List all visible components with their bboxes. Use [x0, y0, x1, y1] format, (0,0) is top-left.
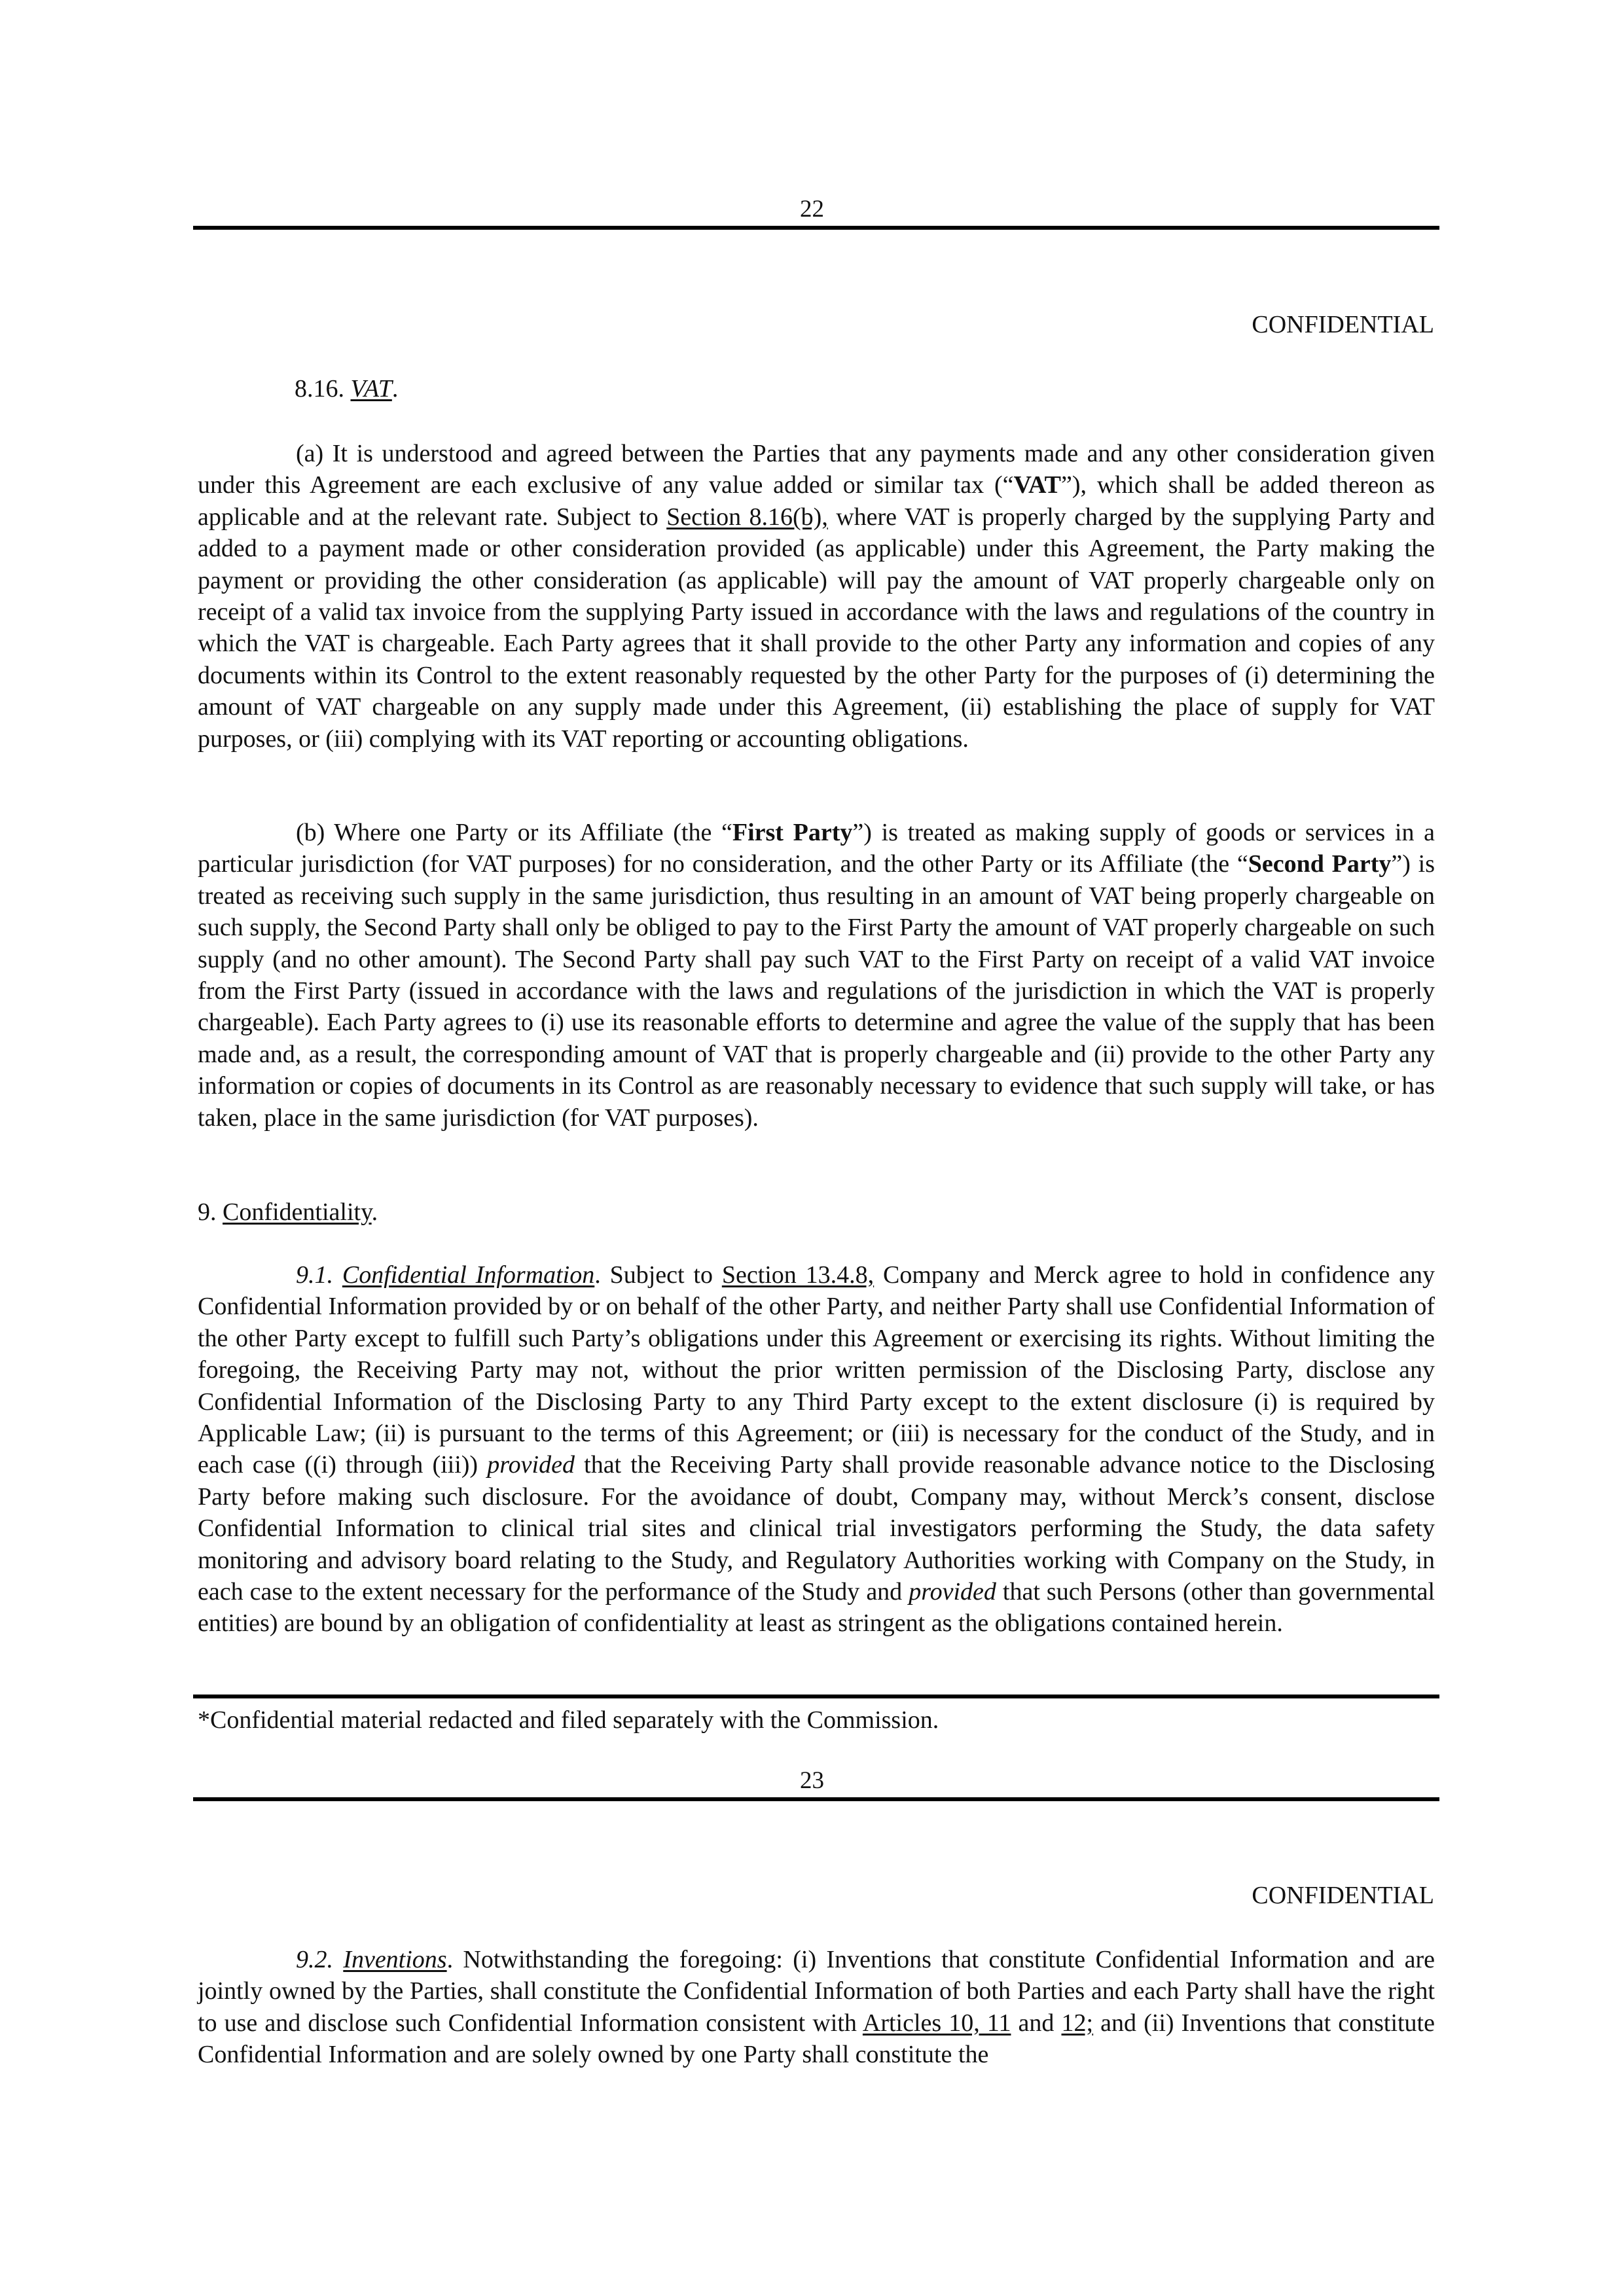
section-9-1-text-2: Company and Merck agree to hold in confidence any Confidential Information provided by or on behalf of the other Party, and neither Party shall use Confidential Information of the other Party except to fulfill such Party’s obligations under this Agreement or exercising its rights. Without limiting the foregoing, the Receiving Party may not, without the prior written permission of the Disclosing Party, disclose any Confidential Information of the Disclosing Party to any Third Party except to the extent disclosure (i) is required by Applicable Law; (ii) is pursuant to the terms of this Agreement; or (iii) is necessary for the conduct of the Study, and in each case ((i) through (iii))	[198, 1261, 1435, 1479]
page-number-top: 22	[800, 196, 824, 223]
section-9-1-text-1: . Subject to	[594, 1261, 722, 1289]
vat-paragraph-b	[198, 817, 1435, 1134]
section-13-4-8-ref-link[interactable]: Section 13.4.8,	[721, 1261, 875, 1289]
section-9-2-text-2: and	[1011, 2009, 1062, 2037]
vat-defined-term: VAT	[1013, 471, 1061, 499]
second-party-term: Second Party	[1248, 850, 1392, 878]
section-9-1-text-4: that such Persons (other than governmental entities) are bound by an obligation of confidentiality at least as stringent as the obligations contained herein.	[198, 1578, 1435, 1638]
section-9-1-paragraph	[198, 1259, 1435, 1640]
provided-emphasis-2: provided	[909, 1578, 996, 1606]
section-9-2-text-3: and (ii) Inventions that constitute Confidential Information and are solely owned by one Party shall constitute the	[198, 2009, 1435, 2069]
confidential-label-bottom: CONFIDENTIAL	[1252, 1882, 1434, 1909]
provided-emphasis-1: provided	[487, 1451, 575, 1479]
confidential-label-top: CONFIDENTIAL	[1252, 311, 1434, 338]
vat-a-text-3: where VAT is properly charged by the supplying Party and added to a payment made or other consideration provided (as applicable) under this Agreement, the Party making the payment or providing the other consideration (as applicable) will pay the amount of VAT properly chargeable only on receipt of a valid tax invoice from the supplying Party issued in accordance with the laws and regulations of the country in which the VAT is chargeable. Each Party agrees that it shall provide to the other Party any information and copies of any documents within its Control to the extent reasonably requested by the other Party for the purposes of (i) determining the amount of VAT chargeable on any supply made under this Agreement, (ii) establishing the place of supply for VAT purposes, or (iii) complying with its VAT reporting or accounting obligations.	[198, 503, 1435, 753]
section-9-1-title: Confidential Information	[342, 1261, 595, 1289]
section-9-2-number: 9.2.	[296, 1946, 344, 1973]
section-9-2-paragraph	[198, 1944, 1435, 2071]
first-party-term: First Party	[732, 819, 853, 846]
header-rule-bottom	[193, 1797, 1439, 1801]
section-9-2-title: Inventions	[343, 1946, 447, 1973]
articles-10-11-ref-link[interactable]: Articles 10, 11	[862, 2009, 1011, 2037]
vat-a-text-1: (a) It is understood and agreed between the Parties that any payments made and any other consideration given under this Agreement are each exclusive of any value added or similar tax (“	[198, 440, 1435, 499]
footnote: *Confidential material redacted and filed separately with the Commission.	[198, 1706, 939, 1734]
page-number-bottom: 23	[800, 1767, 824, 1794]
section-8-16-number: 8.16.	[295, 375, 351, 403]
section-8-16b-ref-link[interactable]: Section 8.16(b),	[666, 503, 828, 531]
article-12-ref-link[interactable]: 12;	[1061, 2009, 1094, 2037]
section-9-2-text-1: . Notwithstanding the foregoing: (i) Inventions that constitute Confidential Information and are jointly owned by the Parties, shall constitute the Confidential Information of both Parties and each Party shall have the right to use and disclose such Confidential Information consistent with	[198, 1946, 1435, 2037]
section-9-title-end: .	[371, 1198, 378, 1226]
section-9-title: Confidentiality	[223, 1198, 372, 1226]
vat-b-text-1: (b) Where one Party or its Affiliate (the “	[296, 819, 732, 846]
section-8-16-title-end: .	[391, 375, 399, 403]
vat-paragraph-a	[198, 438, 1435, 755]
section-8-16-heading	[295, 374, 398, 403]
vat-b-text-3: ”) is treated as receiving such supply in the same jurisdiction, thus resulting in an amount of VAT being properly chargeable on such supply, the Second Party shall only be obliged to pay to the First Party the amount of VAT properly chargeable on such supply (and no other amount). The Second Party shall pay such VAT to the First Party on receipt of a valid VAT invoice from the First Party (issued in accordance with the laws and regulations of the jurisdiction in which the VAT is properly chargeable). Each Party agrees to (i) use its reasonable efforts to determine and agree the value of the supply that has been made and, as a result, the corresponding amount of VAT that is properly chargeable and (ii) provide to the other Party any information or copies of documents in its Control as are reasonably necessary to evidence that such supply will take, or has taken, place in the same jurisdiction (for VAT purposes).	[198, 850, 1435, 1132]
section-8-16-title: VAT	[350, 375, 392, 403]
footnote-rule	[193, 1695, 1439, 1698]
section-9-heading	[198, 1198, 378, 1227]
vat-b-text-2: ”) is treated as making supply of goods or services in a particular jurisdiction (for VAT purposes) for no consideration, and the other Party or its Affiliate (the “	[198, 819, 1435, 878]
section-9-1-text-3: that the Receiving Party shall provide reasonable advance notice to the Disclosing Party before making such disclosure. For the avoidance of doubt, Company may, without Merck’s consent, disclose Confidential Information to clinical trial sites and clinical trial investigators performing the Study, the data safety monitoring and advisory board relating to the Study, and Regulatory Authorities working with Company on the Study, in each case to the extent necessary for the performance of the Study and	[198, 1451, 1435, 1606]
header-rule-top	[193, 226, 1439, 230]
section-9-1-number: 9.1.	[296, 1261, 342, 1289]
section-9-number: 9.	[198, 1198, 223, 1226]
vat-a-text-2: ”), which shall be added thereon as applicable and at the relevant rate. Subject to	[198, 471, 1435, 531]
